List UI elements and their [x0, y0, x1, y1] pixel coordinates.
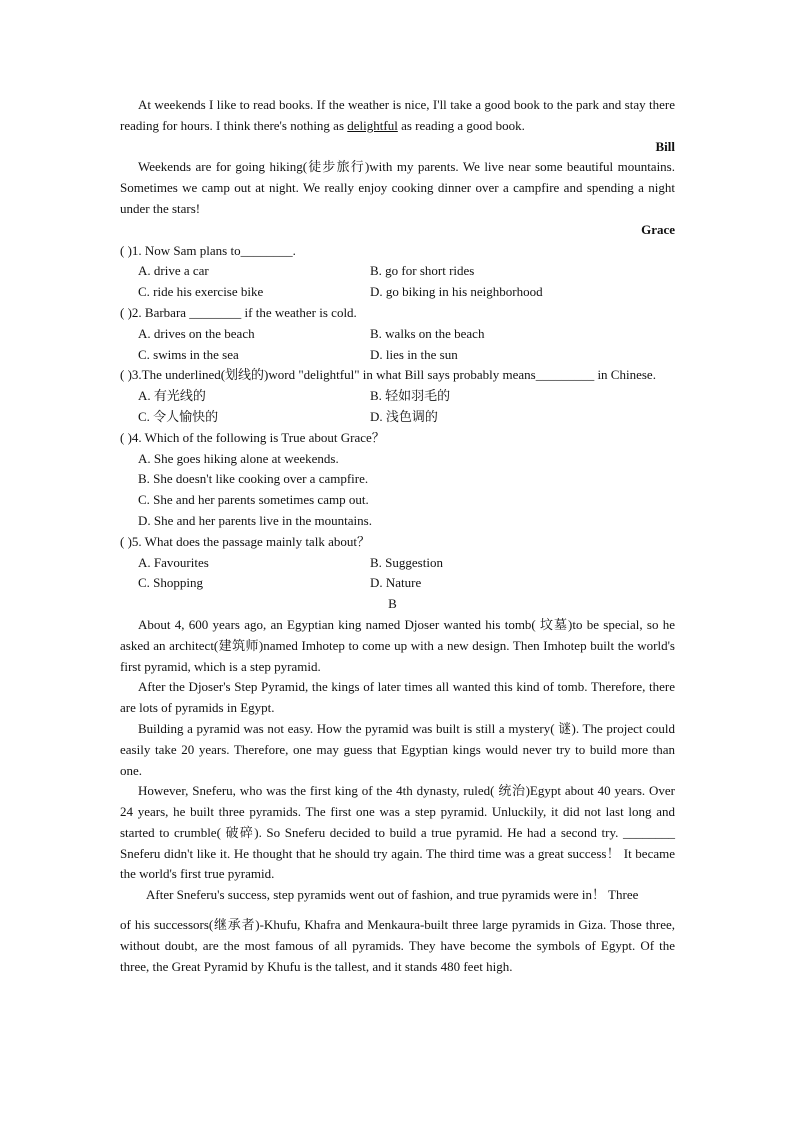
question-4-options: [120, 449, 675, 532]
passage-b-paragraph-3: Building a pyramid was not easy. How the pyramid was built is still a mystery( 谜). The project could easily take 20 years. Therefore, one may guess that Egyptian kings would never try to build more than one.: [120, 720, 675, 778]
q1-option-a[interactable]: A. drive a car: [138, 263, 209, 279]
question-2: ( )2. Barbara ________ if the weather is cold.: [120, 304, 357, 320]
q1-option-c[interactable]: C. ride his exercise bike: [138, 284, 264, 300]
q3-option-c[interactable]: C. 令人愉快的: [138, 408, 219, 424]
question-1-options: [120, 261, 675, 303]
q2-option-b[interactable]: B. walks on the beach: [370, 325, 485, 341]
q4-option-c[interactable]: C. She and her parents sometimes camp out.: [138, 492, 369, 508]
passage-b-paragraph-4: However, Sneferu, who was the first king of the 4th dynasty, ruled( 统治)Egypt about 40 years. Over 24 years, he built three pyramids. The first one was a step pyramid. Unluckily, it did not last long and started to crumble( 破碎). So Sneferu decided to build a true pyramid. He had a second try. ________ Sneferu didn't like it. He thought that he should try again. The third time was a great success！ It became the world's first true pyramid.: [120, 783, 675, 882]
passage-b-paragraph-5: of his successors(继承者)-Khufu, Khafra and Menkaura-built three large pyramids in Giza. Those three, without doubt, are the most famous of all pyramids. They have become the symbols of Egypt. Of the three, the Great Pyramid by Khufu is the tallest, and it stands 480 feet high.: [120, 917, 675, 975]
grace-signature: Grace: [641, 221, 675, 237]
q2-option-d[interactable]: D. lies in the sun: [370, 346, 458, 362]
q2-option-c[interactable]: C. swims in the sea: [138, 346, 239, 362]
passage-b-paragraph-5-line-1: After Sneferu's success, step pyramids went out of fashion, and true pyramids were in！ Three: [146, 887, 639, 903]
q4-option-d[interactable]: D. She and her parents live in the mountains.: [138, 512, 372, 528]
bill-signature: Bill: [655, 138, 675, 154]
grace-paragraph: Weekends are for going hiking(徒步旅行)with my parents. We live near some beautiful mountains. Sometimes we camp out at night. We really enjoy cooking dinner over a campfire and spending a night under the stars!: [120, 159, 675, 216]
worksheet-page: [120, 95, 675, 977]
question-2-options: [120, 324, 675, 366]
q1-option-b[interactable]: B. go for short rides: [370, 263, 475, 279]
question-5-options: [120, 553, 675, 595]
underlined-word: delightful: [347, 117, 398, 133]
question-3: ( )3.The underlined(划线的)word "delightful" in what Bill says probably means_________ in Chinese.: [120, 367, 656, 383]
question-1: ( )1. Now Sam plans to________.: [120, 242, 296, 258]
q5-option-b[interactable]: B. Suggestion: [370, 554, 443, 570]
section-b-label: B: [388, 596, 397, 612]
q3-option-b[interactable]: B. 轻如羽毛的: [370, 388, 451, 404]
question-5: ( )5. What does the passage mainly talk about？: [120, 533, 370, 549]
passage-b-paragraph-2: After the Djoser's Step Pyramid, the kings of later times all wanted this kind of tomb. Therefore, there are lots of pyramids in Egypt.: [120, 679, 675, 716]
question-4: ( )4. Which of the following is True about Grace？: [120, 429, 385, 445]
q1-option-d[interactable]: D. go biking in his neighborhood: [370, 284, 543, 300]
q2-option-a[interactable]: A. drives on the beach: [138, 325, 255, 341]
q3-option-d[interactable]: D. 浅色调的: [370, 408, 438, 424]
q3-option-a[interactable]: A. 有光线的: [138, 388, 206, 404]
q5-option-a[interactable]: A. Favourites: [138, 554, 209, 570]
bill-paragraph: At weekends I like to read books. If the weather is nice, I'll take a good book to the park and stay there reading for hours. I think there's nothing as delightful as reading a good book.: [120, 97, 675, 133]
question-3-options: [120, 386, 675, 428]
q5-option-d[interactable]: D. Nature: [370, 575, 422, 591]
q4-option-a[interactable]: A. She goes hiking alone at weekends.: [138, 450, 339, 466]
passage-b-paragraph-1: About 4, 600 years ago, an Egyptian king named Djoser wanted his tomb( 坟墓)to be special, so he asked an architect(建筑师)named Imhotep to come up with a new design. Then Imhotep built the world's first pyramid, which is a step pyramid.: [120, 616, 675, 674]
q5-option-c[interactable]: C. Shopping: [138, 575, 204, 591]
q4-option-b[interactable]: B. She doesn't like cooking over a campfire.: [138, 471, 369, 487]
